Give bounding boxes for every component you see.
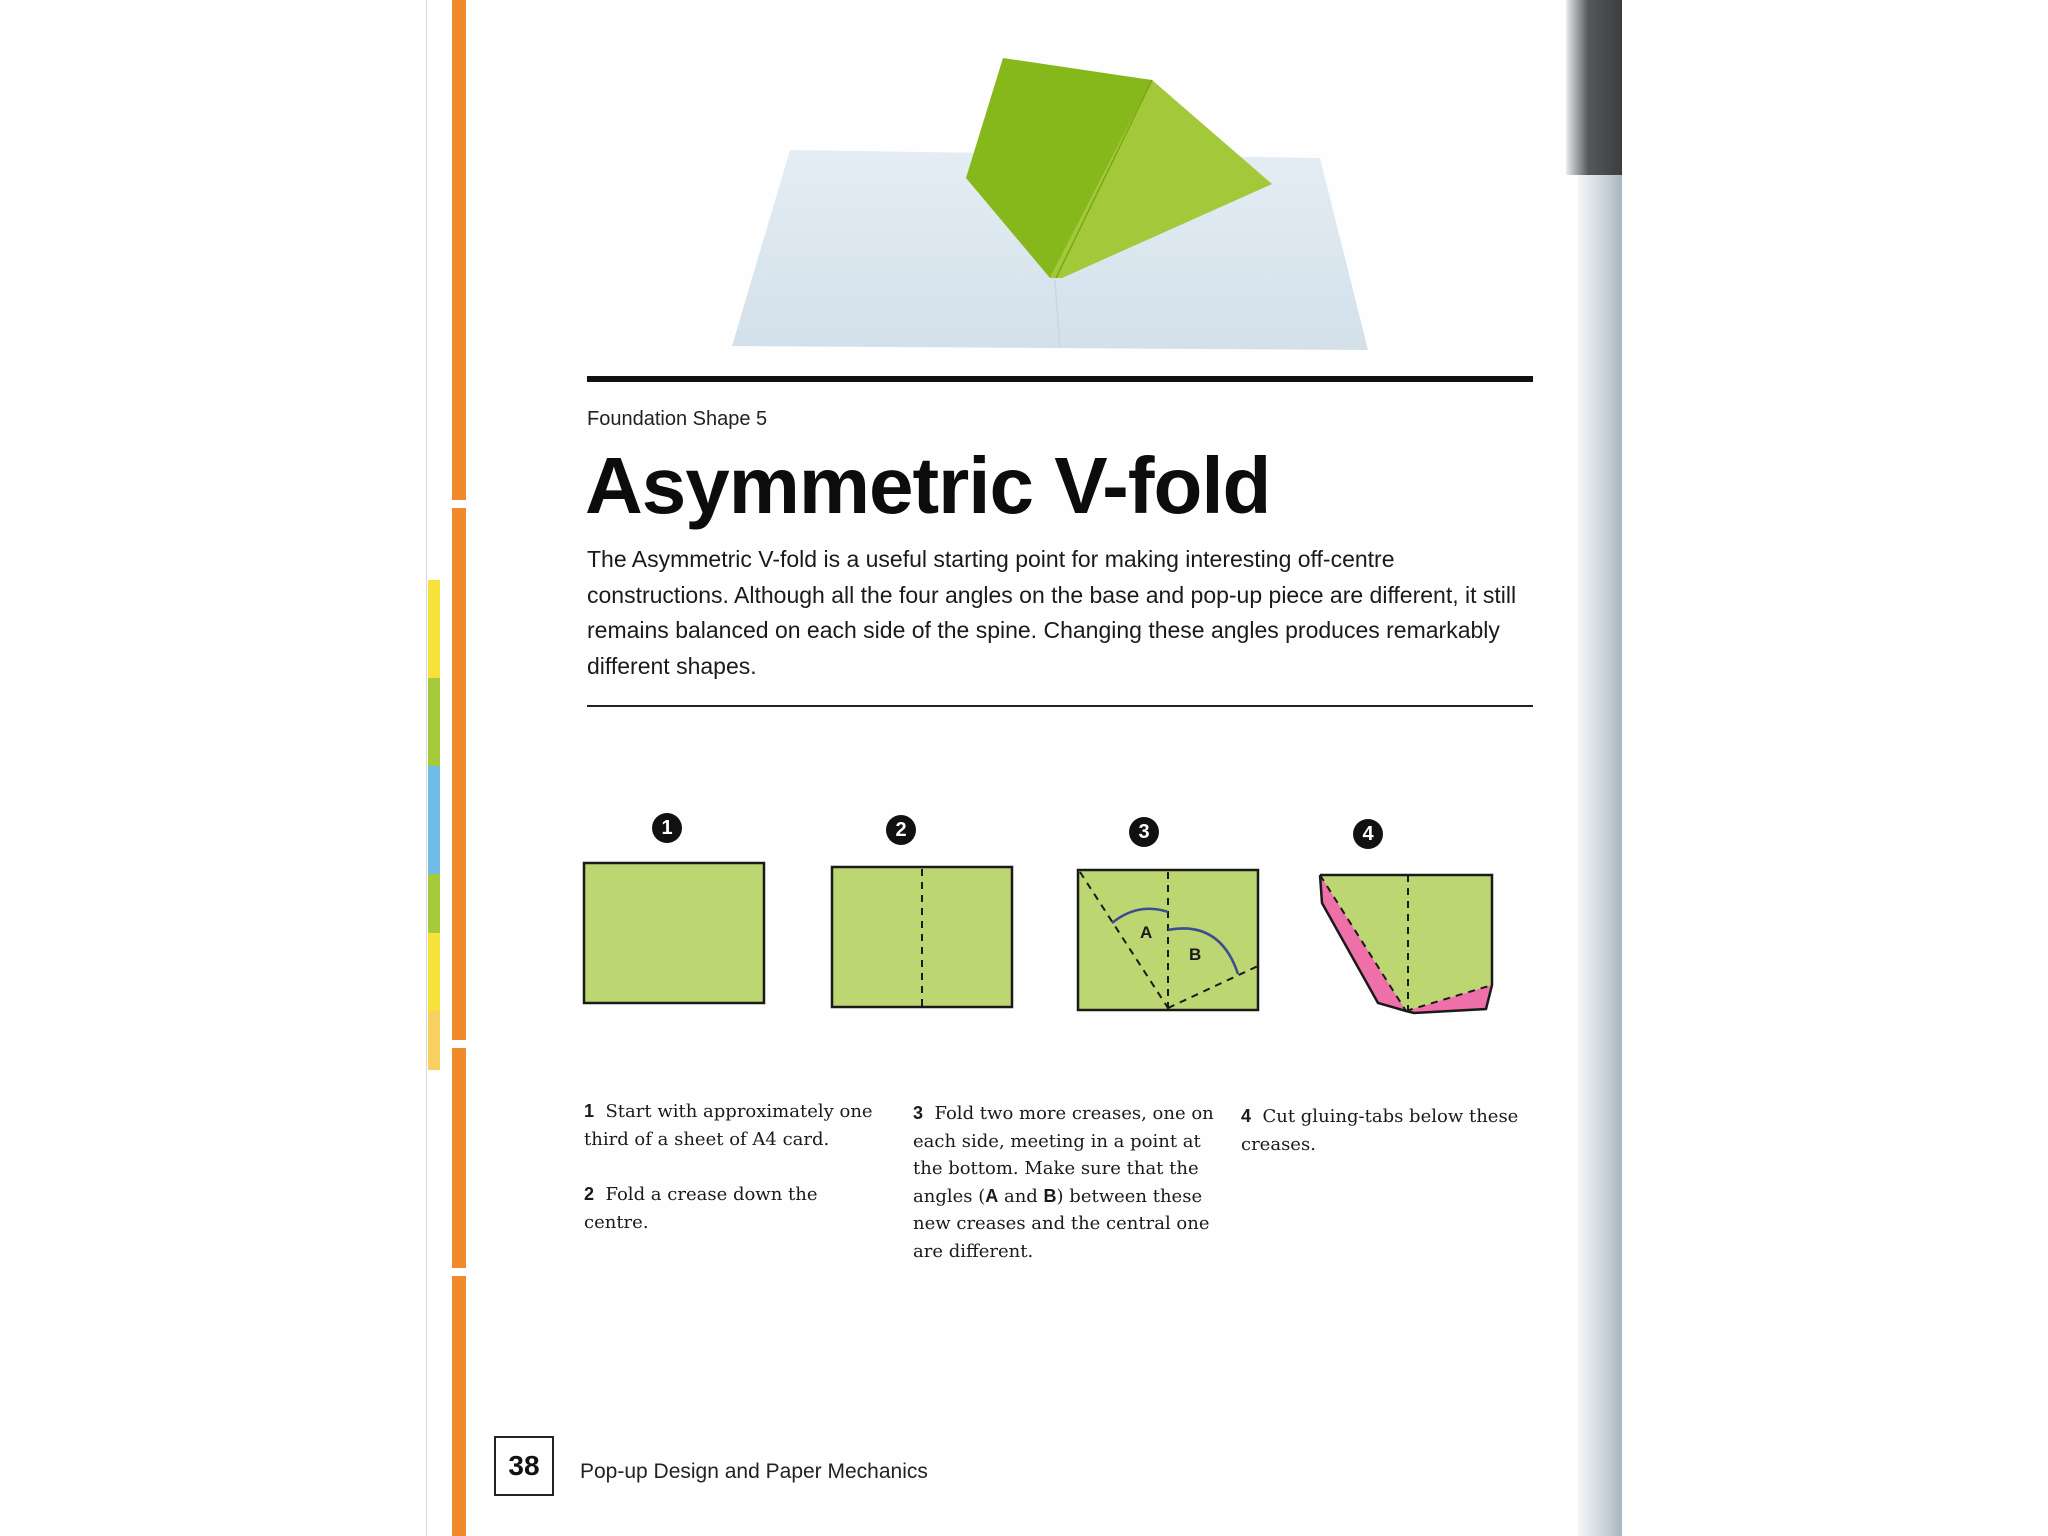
card-sheet [584, 863, 764, 1003]
diagram-step-3 [1076, 868, 1262, 1014]
tab-gap [452, 1040, 466, 1048]
step-3-angle-a: A [985, 1185, 999, 1206]
step-1-number: 1 [584, 1101, 595, 1121]
diagram-step-4 [1316, 871, 1502, 1017]
step-1-text: Start with approximately one third of a sheet of A4 card. [584, 1101, 873, 1150]
tab-gap [452, 1268, 466, 1276]
step-4-instruction [1241, 1103, 1541, 1158]
intro-paragraph: The Asymmetric V-fold is a useful starting point for making interesting off-centre constructions. Although all the four angles on the base and pop-up piece are different, it still remains balanced on each side of the spine. Changing these angles produces remarkably different shapes. [587, 546, 1517, 679]
book-title: Pop-up Design and Paper Mechanics [580, 1460, 928, 1483]
step-3-angle-b: B [1043, 1185, 1057, 1206]
step-3-number: 3 [913, 1103, 924, 1123]
step-badge-4: 4 [1353, 819, 1383, 849]
angle-a-label: A [1140, 923, 1153, 942]
section-kicker: Foundation Shape 5 [587, 408, 768, 430]
page-number: 38 [494, 1436, 554, 1496]
page-title: Asymmetric V-fold [585, 441, 1271, 530]
diagram-step-2 [830, 865, 1016, 1011]
step-3-instruction [913, 1100, 1221, 1265]
step-2-instruction [584, 1181, 854, 1236]
book-edge-dark [1566, 0, 1622, 175]
step-3-text-b: ) between these new creases and the central one are different. [913, 1185, 1210, 1262]
step-2-number: 2 [584, 1184, 595, 1204]
step-badge-3: 3 [1129, 817, 1159, 847]
step-3-and: and [998, 1185, 1044, 1207]
popup-photo [720, 50, 1380, 360]
diagram-step-1 [582, 861, 768, 1007]
step-2-text: Fold a crease down the centre. [584, 1184, 818, 1233]
step-4-number: 4 [1241, 1106, 1252, 1126]
angle-b-label: B [1189, 945, 1202, 964]
step-4-text: Cut gluing-tabs below these creases. [1241, 1106, 1519, 1155]
book-spine-shadow [1578, 0, 1622, 1536]
top-rule [587, 376, 1533, 382]
step-3-text-a: Fold two more creases, one on each side, meeting in a point at the bottom. Make sure that the angles ( [913, 1103, 1214, 1207]
step-badge-2: 2 [886, 815, 916, 845]
step-1-instruction [584, 1098, 884, 1153]
chapter-tab-stripe [452, 0, 466, 1536]
color-index-tabs [428, 580, 440, 1070]
tab-gap [452, 500, 466, 508]
middle-rule [587, 705, 1533, 707]
step-badge-1: 1 [652, 813, 682, 843]
